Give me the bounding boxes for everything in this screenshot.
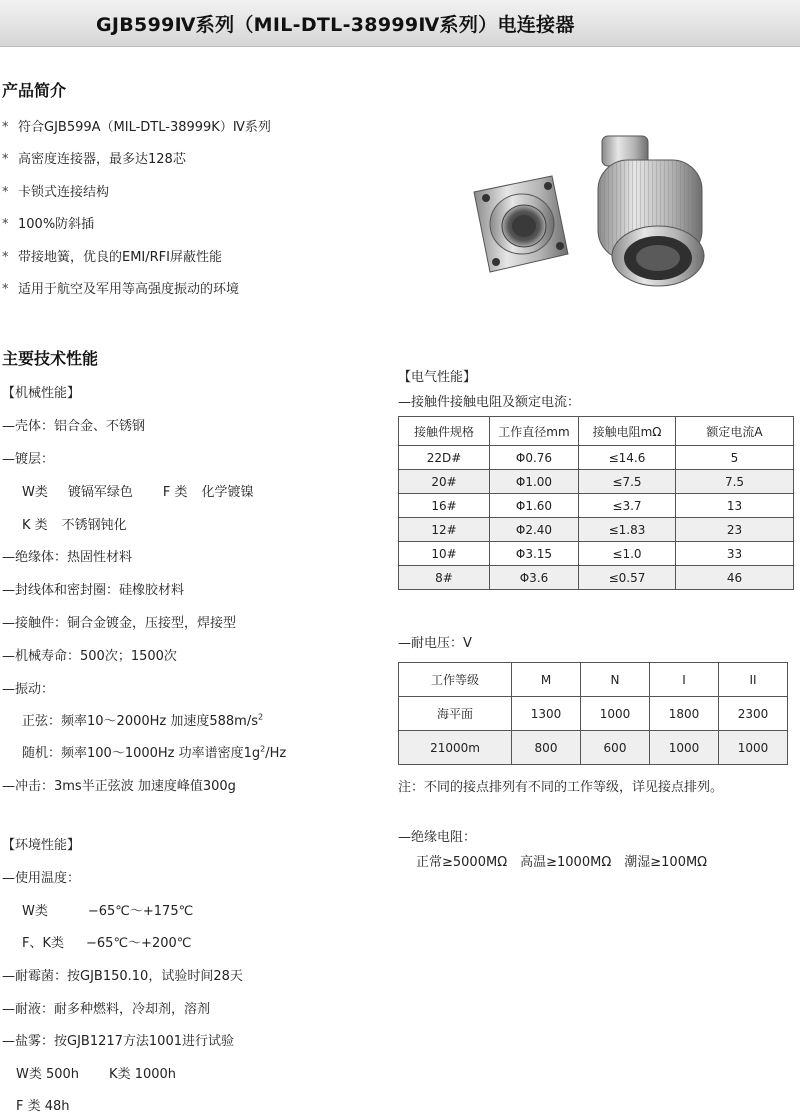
mech-shock: —冲击：3ms半正弦波 加速度峰值300g	[2, 779, 236, 794]
table-header-cell: M	[512, 663, 581, 697]
env-heading: 【环境性能】	[2, 838, 81, 853]
table-header-cell: 接触电阻mΩ	[579, 417, 676, 446]
table-row	[399, 446, 794, 470]
mech-vibration: —振动：	[2, 682, 55, 697]
table-cell: Φ1.00	[490, 470, 579, 494]
temp-row-fk: F、K类 −65℃～+200℃	[22, 936, 192, 951]
table-cell: 1800	[650, 697, 719, 731]
bullet-icon: *	[2, 152, 9, 167]
env-mold: —耐霉菌：按GJB150.10，试验时间28天	[2, 969, 243, 984]
table-header-row	[399, 663, 788, 697]
elec-note: 注：不同的接点排列有不同的工作等级，详见接点排列。	[398, 780, 724, 795]
table-cell: 20#	[399, 470, 490, 494]
table-cell: 600	[581, 731, 650, 765]
table-cell: 46	[676, 566, 794, 590]
elec-insulation-values: 正常≥5000MΩ 高温≥1000MΩ 潮湿≥100MΩ	[416, 855, 708, 870]
mech-insulator: —绝缘体：热固性材料	[2, 550, 133, 565]
intro-item: * 带接地簧，优良的EMI/RFI屏蔽性能	[2, 250, 222, 265]
table-header-row	[399, 417, 794, 446]
table-cell: 22D#	[399, 446, 490, 470]
table-row	[399, 731, 788, 765]
table-cell: ≤7.5	[579, 470, 676, 494]
table-header-cell: 接触件规格	[399, 417, 490, 446]
mech-contact: —接触件：铜合金镀金，压接型，焊接型	[2, 616, 237, 631]
plating-row-wf: W类 镀镉军绿色 F 类 化学镀镍	[22, 485, 254, 500]
bullet-icon: *	[2, 120, 9, 135]
page-title: GJB599Ⅳ系列（MIL-DTL-38999Ⅳ系列）电连接器	[96, 14, 575, 36]
table-cell: 1300	[512, 697, 581, 731]
intro-item: * 符合GJB599A（MIL-DTL-38999K）Ⅳ系列	[2, 120, 271, 135]
env-salt: —盐雾：按GJB1217方法1001进行试验	[2, 1034, 234, 1049]
table-cell: 1000	[719, 731, 788, 765]
elec-insulation-title: —绝缘电阻：	[398, 830, 477, 845]
table-cell: Φ2.40	[490, 518, 579, 542]
table-cell: 12#	[399, 518, 490, 542]
bullet-icon: *	[2, 185, 9, 200]
table-cell: ≤0.57	[579, 566, 676, 590]
table-cell: 23	[676, 518, 794, 542]
table-cell: Φ0.76	[490, 446, 579, 470]
bullet-icon: *	[2, 250, 9, 265]
vibration-random: 随机：频率100～1000Hz 功率谱密度$1g^2/Hz$	[22, 744, 287, 761]
table-cell: ≤14.6	[579, 446, 676, 470]
env-temp: —使用温度：	[2, 871, 81, 886]
intro-heading: 产品简介	[2, 81, 67, 100]
env-fluid: —耐液：耐多种燃料，冷却剂，溶剂	[2, 1002, 211, 1017]
contact-table	[398, 416, 794, 590]
salt-row-f: F 类 48h	[16, 1099, 70, 1114]
vibration-sine: 正弦：频率10～2000Hz 加速度$588m/s^2$	[22, 712, 264, 729]
table-cell: 21000m	[399, 731, 512, 765]
table-row	[399, 470, 794, 494]
temp-row-w: W类 −65℃～+175℃	[22, 904, 194, 919]
mech-heading: 【机械性能】	[2, 386, 81, 401]
table-cell: Φ3.15	[490, 542, 579, 566]
table-cell: ≤1.0	[579, 542, 676, 566]
table-header-cell: N	[581, 663, 650, 697]
table-row	[399, 566, 794, 590]
mech-life: —机械寿命：500次；1500次	[2, 649, 177, 664]
table-cell: 海平面	[399, 697, 512, 731]
intro-item: * 适用于航空及军用等高强度振动的环境	[2, 282, 240, 297]
mech-seal: —封线体和密封圈：硅橡胶材料	[2, 583, 185, 598]
table-row	[399, 542, 794, 566]
table-cell: 5	[676, 446, 794, 470]
table-row	[399, 494, 794, 518]
intro-item: * 100%防斜插	[2, 217, 95, 232]
mech-shell: —壳体：铝合金、不锈钢	[2, 419, 146, 434]
bullet-icon: *	[2, 282, 9, 297]
table-header-cell: 工作直径mm	[490, 417, 579, 446]
title-bar	[0, 0, 800, 47]
table-header-cell: I	[650, 663, 719, 697]
mech-plating: —镀层：	[2, 452, 55, 467]
table-row	[399, 518, 794, 542]
table-cell: 13	[676, 494, 794, 518]
table-cell: Φ1.60	[490, 494, 579, 518]
table-cell: 10#	[399, 542, 490, 566]
elec-contact-title: —接触件接触电阻及额定电流：	[398, 395, 581, 410]
intro-item: * 高密度连接器，最多达128芯	[2, 152, 186, 167]
table-cell: 7.5	[676, 470, 794, 494]
table-header-cell: II	[719, 663, 788, 697]
table-cell: Φ3.6	[490, 566, 579, 590]
table-cell: 33	[676, 542, 794, 566]
elec-heading: 【电气性能】	[398, 370, 477, 385]
table-cell: 2300	[719, 697, 788, 731]
table-cell: ≤1.83	[579, 518, 676, 542]
connector-photo	[468, 126, 720, 306]
table-cell: 8#	[399, 566, 490, 590]
tech-heading: 主要技术性能	[2, 349, 99, 368]
table-cell: 800	[512, 731, 581, 765]
table-cell: 16#	[399, 494, 490, 518]
table-header-cell: 工作等级	[399, 663, 512, 697]
table-cell: 1000	[650, 731, 719, 765]
elec-voltage-title: —耐电压：V	[398, 636, 472, 651]
intro-item: * 卡锁式连接结构	[2, 185, 110, 200]
salt-row-wk: W类 500h K类 1000h	[16, 1067, 177, 1082]
plating-row-k: K 类 不锈钢钝化	[22, 518, 127, 533]
table-row	[399, 697, 788, 731]
table-cell: ≤3.7	[579, 494, 676, 518]
bullet-icon: *	[2, 217, 9, 232]
table-header-cell: 额定电流A	[676, 417, 794, 446]
table-cell: 1000	[581, 697, 650, 731]
voltage-table	[398, 662, 788, 765]
